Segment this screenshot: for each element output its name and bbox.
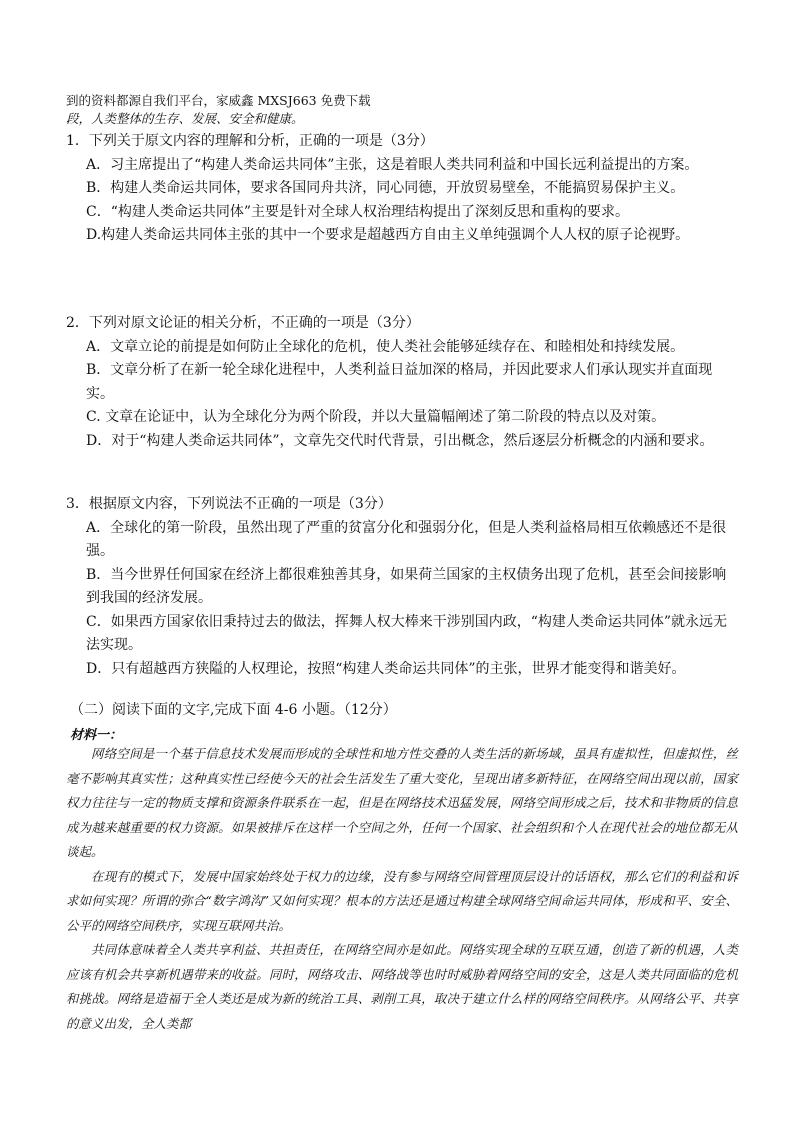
previous-text-fragment: 段，人类整体的生存、发展、安全和健康。 [66,111,304,126]
option-d: D.构建人类命运共同体主张的其中一个要求是超越西方自由主义单纯强调个人人权的原子论视野。 [86,227,690,243]
material-body [66,742,738,1036]
question-1 [66,130,736,248]
option-d: D．对于“构建人类命运共同体”，文章先交代时代背景，引出概念，然后逐层分析概念的内涵和要求。 [86,432,714,449]
option-a: A．习主席提出了“构建人类命运共同体”主张，这是着眼人类共同利益和中国长远利益提出的方案。 [86,156,699,173]
option-b: B．当今世界任何国家在经济上都很难独善其身，如果荷兰国家的主权债务出现了危机，甚至会间接影响到我国的经济发展。 [86,566,727,606]
option-a: A．全球化的第一阶段，虽然出现了严重的贫富分化和强弱分化，但是人类利益格局相互依赖感还不是很强。 [86,519,727,559]
option-c: C．如果西方国家依旧秉持过去的做法，挥舞人权大棒来干涉别国内政，“构建人类命运共同体”就永远无法实现。 [86,613,728,653]
material-paragraph: 网络空间是一个基于信息技术发展而形成的全球性和地方性交叠的人类生活的新场域，虽具有虚拟性，但虚拟性，丝毫不影响其真实性；这种真实性已经使今天的社会生活发生了重大变化，呈现出诸多新特征，在网络空间出现以前，国家权力往往与一定的物质支撑和资源条件联系在一起，但是在网络技术迅猛发展，网络空间形成之后，技术和非物质的信息成为越来越重要的权力资源。如果被排斥在这样一个空间之外，任何一个国家、社会组织和个人在现代社会的地位都无从谈起。 [66,746,738,859]
option-b: B．文章分析了在新一轮全球化进程中，人类利益日益加深的格局，并因此要求人们承认现实并直面现实。 [86,362,713,402]
download-notice: 到的资料都源自我们平台，家威鑫 MXSJ663 免费下载 [66,93,371,108]
option-a: A．文章立论的前提是如何防止全球化的危机，使人类社会能够延续存在、和睦相处和持续发展。 [86,338,685,355]
option-c: C. 文章在论证中，认为全球化分为两个阶段，并以大量篇幅阐述了第二阶段的特点以及对策。 [86,409,666,425]
option-b: B．构建人类命运共同体，要求各国同舟共济，同心同德，开放贸易壁垒，不能搞贸易保护主义。 [86,180,685,196]
option-d: D．只有超越西方狭隘的人权理论，按照“构建人类命运共同体”的主张，世界才能变得和谐美好。 [86,660,686,677]
material-label: 材料一： [70,728,123,743]
question-stem: 2．下列对原文论证的相关分析，不正确的一项是（3分） [66,315,420,331]
question-stem: 1．下列关于原文内容的理解和分析，正确的一项是（3分） [66,133,434,149]
material-paragraph: 在现有的模式下，发展中国家始终处于权力的边缘，没有参与网络空间管理顶层设计的话语权，那么它们的利益和诉求如何实现？所谓的弥合“数字鸿沟”又如何实现？根本的方法还是通过构建全球网络空间命运共同体，形成和平、安全、公平的网络空间秩序，实现互联网共治。 [66,868,738,933]
question-stem: 3．根据原文内容，下列说法不正确的一项是（3分） [66,496,392,512]
question-2 [66,312,736,453]
section-heading: （二）阅读下面的文字,完成下面 4-6 小题。（12分） [70,702,397,718]
option-c: C．“构建人类命运共同体”主要是针对全球人权治理结构提出了深刻反思和重构的要求。 [86,203,630,220]
material-paragraph: 共同体意味着全人类共享利益、共担责任，在网络空间亦是如此。网络实现全球的互联互通，创造了新的机遇，人类应该有机会共享新机遇带来的收益。同时，网络攻击、网络战等也时时威胁着网络空间的安全，这是人类共同面临的危机和挑战。网络是造福于全人类还是成为新的统治工具、剥削工具，取决于建立什么样的网络空间秩序。从网络公平、共享的意义出发，全人类都 [66,942,738,1031]
question-3 [66,493,736,681]
